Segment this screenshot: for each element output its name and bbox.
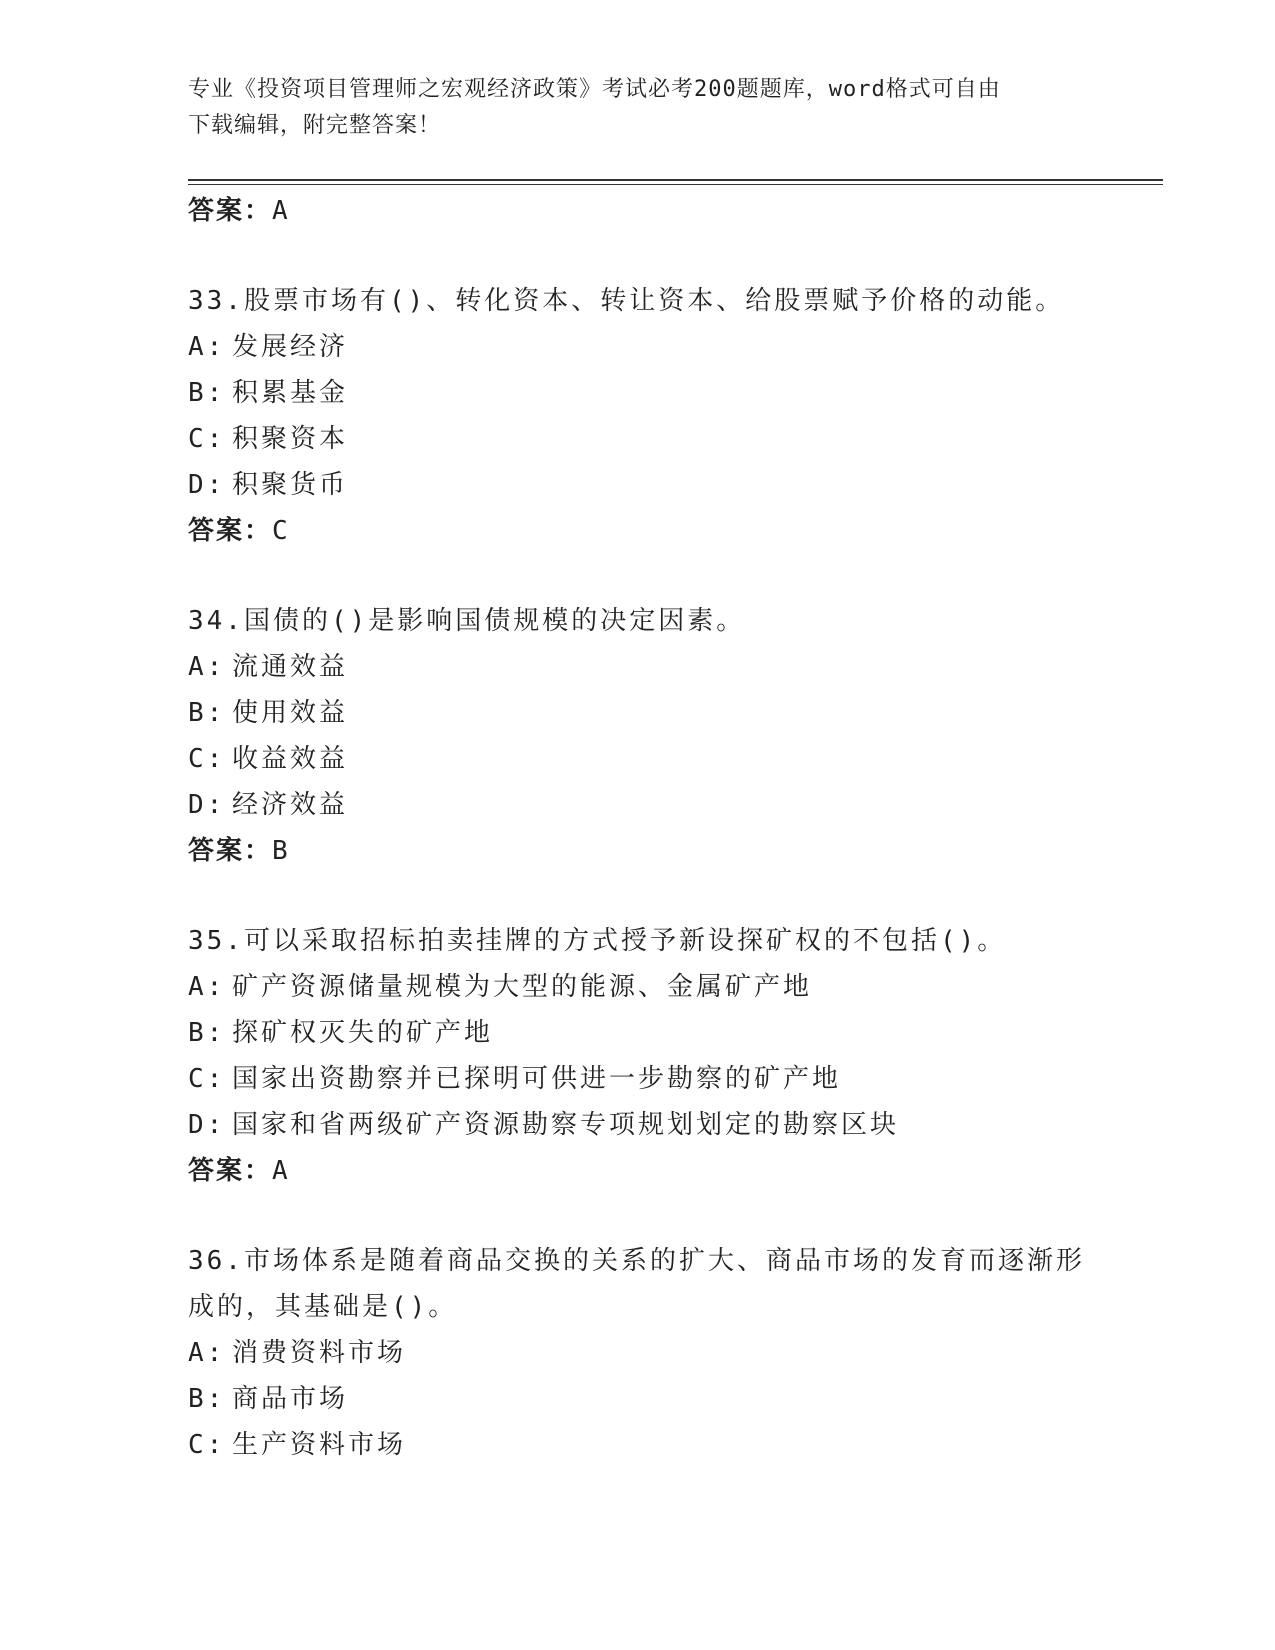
option-text: 国家出资勘察并已探明可供进一步勘察的矿产地 xyxy=(232,1064,842,1094)
option-key: B: xyxy=(188,1018,226,1048)
option-text: 矿产资源储量规模为大型的能源、金属矿产地 xyxy=(232,972,813,1002)
option-text: 消费资料市场 xyxy=(232,1338,407,1368)
question-block xyxy=(188,278,1138,554)
option-key: D: xyxy=(188,470,226,500)
option-key: A: xyxy=(188,1338,226,1368)
header-divider-thick xyxy=(188,179,1163,181)
option-b xyxy=(188,1010,1138,1056)
option-text: 发展经济 xyxy=(232,332,349,362)
option-text: 积累基金 xyxy=(232,378,349,408)
document-header xyxy=(188,72,1088,144)
option-d xyxy=(188,782,1138,828)
option-key: C: xyxy=(188,744,226,774)
option-text: 积聚资本 xyxy=(232,424,349,454)
question-block xyxy=(188,1238,1138,1468)
option-key: C: xyxy=(188,1430,226,1460)
question-text: 35.可以采取招标拍卖挂牌的方式授予新设探矿权的不包括()。 xyxy=(188,926,1007,956)
option-key: B: xyxy=(188,378,226,408)
answer-line xyxy=(188,1148,1138,1194)
answer-label: 答案： xyxy=(188,196,273,226)
option-key: B: xyxy=(188,1384,226,1414)
option-text: 积聚货币 xyxy=(232,470,349,500)
option-key: C: xyxy=(188,424,226,454)
option-key: C: xyxy=(188,1064,226,1094)
header-line-1: 专业《投资项目管理师之宏观经济政策》考试必考200题题库，word格式可自由 xyxy=(188,77,1001,102)
option-text: 国家和省两级矿产资源勘察专项规划划定的勘察区块 xyxy=(232,1110,900,1140)
option-text: 使用效益 xyxy=(232,698,349,728)
question-list xyxy=(188,188,1138,1468)
option-key: A: xyxy=(188,652,226,682)
answer-line xyxy=(188,508,1138,554)
option-a xyxy=(188,1330,1138,1376)
question-text: 34.国债的()是影响国债规模的决定因素。 xyxy=(188,606,746,636)
answer-label: 答案： xyxy=(188,836,273,866)
option-a xyxy=(188,644,1138,690)
option-key: A: xyxy=(188,972,226,1002)
answer-line xyxy=(188,828,1138,874)
option-d xyxy=(188,1102,1138,1148)
option-key: D: xyxy=(188,790,226,820)
option-key: B: xyxy=(188,698,226,728)
option-key: D: xyxy=(188,1110,226,1140)
question-text-line-2: 成的，其基础是()。 xyxy=(188,1292,458,1322)
question-block xyxy=(188,598,1138,874)
question-text: 33.股票市场有()、转化资本、转让资本、给股票赋予价格的动能。 xyxy=(188,286,1065,316)
option-b xyxy=(188,690,1138,736)
option-a xyxy=(188,964,1138,1010)
header-line-2: 下载编辑，附完整答案！ xyxy=(188,113,442,138)
answer-value: B xyxy=(272,836,290,866)
question-text-line-1: 36.市场体系是随着商品交换的关系的扩大、商品市场的发育而逐渐形 xyxy=(188,1246,1085,1276)
answer-value: A xyxy=(272,196,290,226)
option-c xyxy=(188,1056,1138,1102)
option-text: 商品市场 xyxy=(232,1384,349,1414)
option-d xyxy=(188,462,1138,508)
answer-label: 答案： xyxy=(188,516,273,546)
answer-line xyxy=(188,188,1138,234)
answer-label: 答案： xyxy=(188,1156,273,1186)
option-text: 探矿权灭失的矿产地 xyxy=(232,1018,494,1048)
option-c xyxy=(188,736,1138,782)
option-key: A: xyxy=(188,332,226,362)
option-text: 经济效益 xyxy=(232,790,349,820)
option-b xyxy=(188,1376,1138,1422)
option-b xyxy=(188,370,1138,416)
question-block xyxy=(188,918,1138,1194)
option-text: 收益效益 xyxy=(232,744,349,774)
answer-value: A xyxy=(272,1156,290,1186)
option-text: 生产资料市场 xyxy=(232,1430,407,1460)
option-c xyxy=(188,416,1138,462)
option-a xyxy=(188,324,1138,370)
header-divider-thin xyxy=(188,184,1163,185)
option-text: 流通效益 xyxy=(232,652,349,682)
answer-value: C xyxy=(272,516,290,546)
option-c xyxy=(188,1422,1138,1468)
